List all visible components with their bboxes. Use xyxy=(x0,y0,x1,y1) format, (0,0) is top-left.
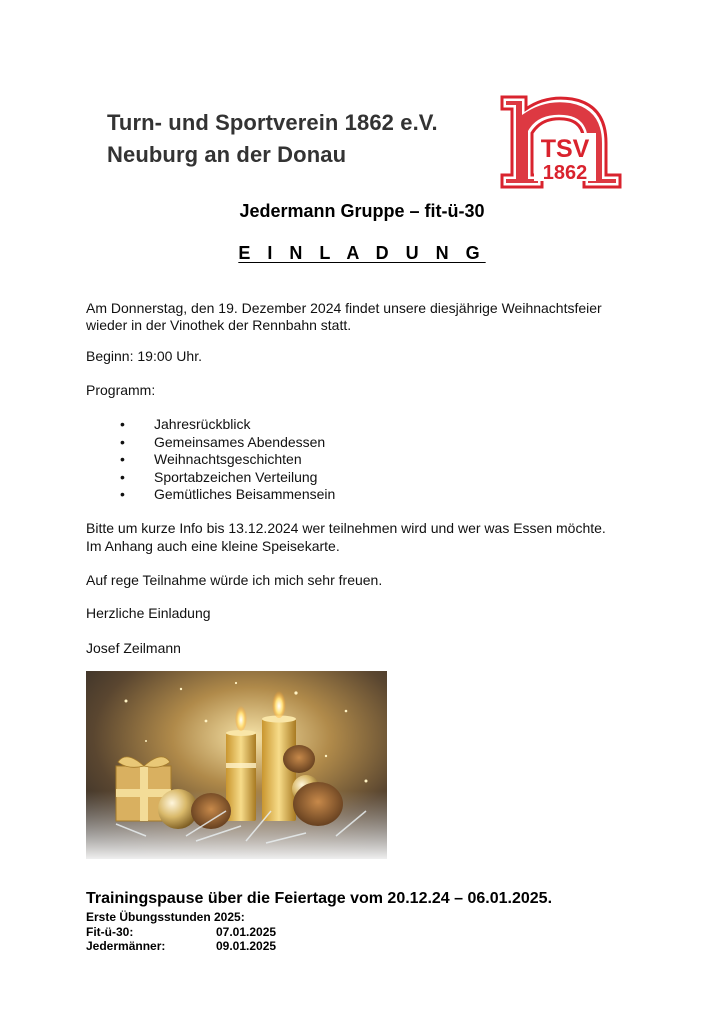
program-item: • Jahresrückblick xyxy=(86,416,586,434)
training-break-notice: Trainingspause über die Feiertage vom 20.12.24 – 06.01.2025. xyxy=(86,890,553,907)
group-subtitle: Jedermann Gruppe – fit-ü-30 xyxy=(239,201,485,221)
logo-text-top: TSV xyxy=(540,135,590,163)
sessions-table xyxy=(86,925,276,953)
session-group: Jedermänner: xyxy=(86,939,166,953)
info-line-2: Im Anhang auch eine kleine Speisekarte. xyxy=(86,538,340,554)
session-date: 07.01.2025 xyxy=(216,925,277,939)
program-item: • Weihnachtsgeschichten xyxy=(86,451,586,469)
program-item: • Sportabzeichen Verteilung xyxy=(86,469,586,487)
program-list xyxy=(86,416,586,504)
greeting-text: Herzliche Einladung xyxy=(86,605,211,621)
session-date: 09.01.2025 xyxy=(216,939,277,953)
tsv-logo xyxy=(498,93,624,191)
first-sessions-label: Erste Übungsstunden 2025: xyxy=(86,910,245,924)
program-item: • Gemeinsames Abendessen xyxy=(86,434,586,452)
christmas-decoration-image xyxy=(86,671,387,859)
session-group: Fit-ü-30: xyxy=(86,925,134,939)
intro-paragraph: Am Donnerstag, den 19. Dezember 2024 findet unsere diesjährige Weihnachtsfeier wieder in der Vinothek der Rennbahn statt. xyxy=(86,300,602,333)
program-label: Programm: xyxy=(86,382,156,398)
session-row xyxy=(86,925,276,939)
logo-text-bottom: 1862 xyxy=(542,162,588,184)
signature: Josef Zeilmann xyxy=(86,640,181,656)
invitation-headline: E I N L A D U N G xyxy=(238,243,486,263)
info-line-1: Bitte um kurze Info bis 13.12.2024 wer teilnehmen wird und wer was Essen möchte. xyxy=(86,520,606,536)
closing-text: Auf rege Teilnahme würde ich mich sehr freuen. xyxy=(86,572,383,588)
club-name-line1: Turn- und Sportverein 1862 e.V. xyxy=(107,110,438,135)
session-row xyxy=(86,939,276,953)
club-name-line2: Neuburg an der Donau xyxy=(107,142,347,167)
program-item: • Gemütliches Beisammensein xyxy=(86,486,586,504)
start-time: Beginn: 19:00 Uhr. xyxy=(86,348,202,364)
